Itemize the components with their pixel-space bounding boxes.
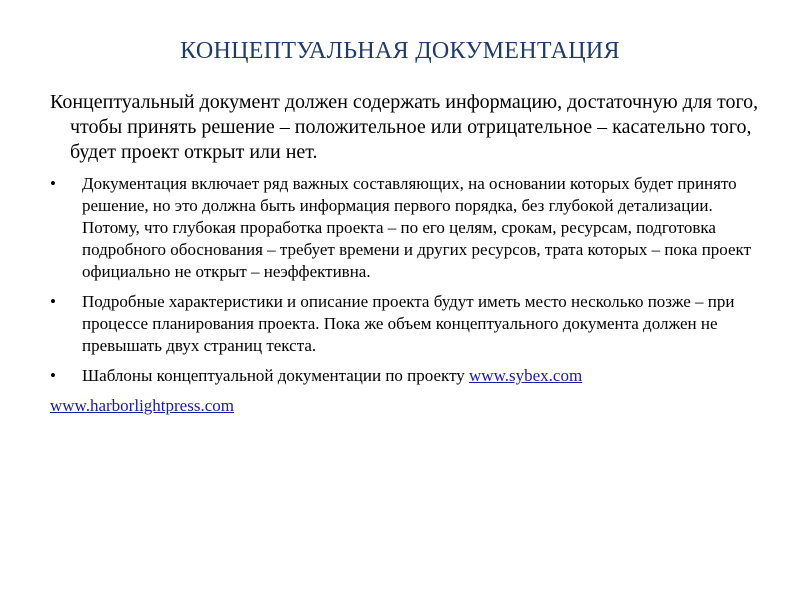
- bullet-text: Шаблоны концептуальной документации по проекту: [82, 366, 470, 385]
- bullet-text: Документация включает ряд важных составляющих, на основании которых будет принято решение, но это должна быть информация первого порядка, без глубокой детализации. Потому, что глубокая проработка проекта – по его целям, срокам, ресурсам, подготовка подробного обоснования – требует времени и других ресурсов, трата которых – пока проект официально не открыт – неэффективна.: [82, 174, 752, 281]
- bullet-item-templates: [50, 365, 760, 387]
- bullet-icon: •: [50, 292, 56, 311]
- bullet-item-details: [50, 291, 760, 357]
- bullet-icon: •: [50, 366, 56, 385]
- slide-content: [50, 90, 760, 417]
- sybex-link[interactable]: www.sybex.com: [469, 366, 583, 385]
- bullet-text: Подробные характеристики и описание проекта будут иметь место несколько позже – при процессе планирования проекта. Пока же объем концептуального документа должен не превышать двух страниц текста.: [82, 292, 735, 355]
- bullet-icon: •: [50, 174, 56, 193]
- slide-title: КОНЦЕПТУАЛЬНАЯ ДОКУМЕНТАЦИЯ: [180, 38, 620, 64]
- footer-link-line: [50, 395, 760, 417]
- harborlightpress-link[interactable]: www.harborlightpress.com: [50, 396, 234, 415]
- lead-paragraph: Концептуальный документ должен содержать информацию, достаточную для того, чтобы принять решение – положительное или отрицательное – касательно того, будет проект открыт или нет.: [50, 91, 759, 163]
- bullet-list: [50, 173, 760, 387]
- bullet-item-documentation: [50, 173, 760, 283]
